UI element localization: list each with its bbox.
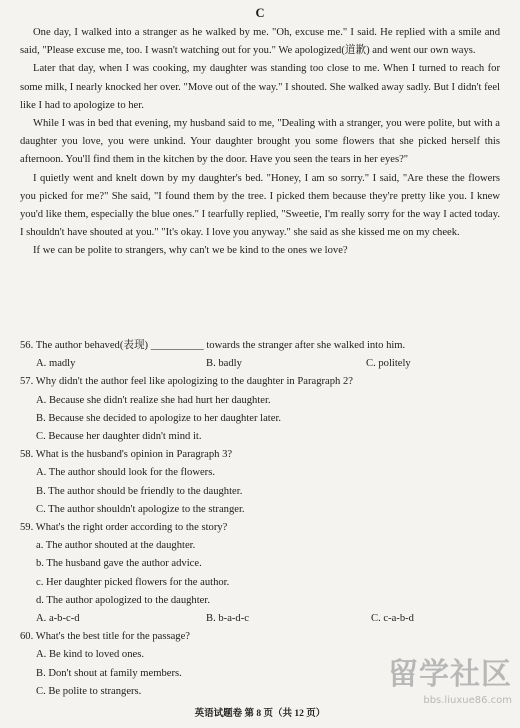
option-a: A. Because she didn't realize she had hurt her daughter.	[36, 394, 271, 406]
question-stem: 57. Why didn't the author feel like apologizing to the daughter in Paragraph 2?	[20, 376, 353, 388]
option-b: B. Don't shout at family members.	[36, 667, 182, 679]
watermark-url: bbs.liuxue86.com	[423, 695, 512, 706]
option-b: B. The author should be friendly to the daughter.	[36, 485, 243, 497]
page-footer: 英语试题卷 第 8 页（共 12 页）	[194, 709, 326, 719]
question-list	[20, 337, 500, 701]
option-c: C. Because her daughter didn't mind it.	[36, 431, 202, 443]
watermark-logo	[362, 656, 512, 720]
option-a: A. The author should look for the flowers.	[36, 467, 215, 479]
option-a: A. a-b-c-d	[36, 613, 80, 625]
option-b: B. badly	[206, 358, 242, 370]
question-59	[20, 519, 500, 628]
option-b: B. b-a-d-c	[206, 613, 249, 625]
option-a: A. Be kind to loved ones.	[36, 649, 144, 661]
option-row	[20, 610, 500, 628]
question-58	[20, 446, 500, 519]
reading-passage	[20, 24, 500, 261]
event-c: c. Her daughter picked flowers for the author.	[36, 576, 230, 588]
passage-heading: C	[255, 6, 265, 20]
question-56	[20, 337, 500, 373]
option-c: C. c-a-b-d	[371, 613, 414, 625]
option-row	[20, 355, 500, 373]
event-d: d. The author apologized to the daughter.	[36, 594, 210, 606]
question-stem: 58. What is the husband's opinion in Paragraph 3?	[20, 449, 233, 461]
option-b: B. Because she decided to apologize to her daughter later.	[36, 412, 282, 424]
option-a: A. madly	[36, 358, 76, 370]
paragraph-4: I quietly went and knelt down by my daughter's bed. "Honey, I am so sorry." I said, "Are these the flowers you picked for me?" She said, "I found them by the tree. I picked them because they're pretty like you. I knew you'd like them, especially the blue ones." I tearfully replied, "Sweetie, I'm really sorry for the way I acted today. I shouldn't have shouted at you." "It's okay. I love you anyway." she said as she kissed me on my cheek.	[20, 172, 500, 239]
paragraph-3: While I was in bed that evening, my husband said to me, "Dealing with a stranger, you were polite, but with a daughter you love, you were unkind. Your daughter brought you some flowers that she picked herself this afternoon. You'll find them in the kitchen by the door. Have you seen the tears in her eyes?"	[20, 118, 500, 166]
option-c: C. politely	[366, 358, 411, 370]
question-57	[20, 373, 500, 446]
option-c: C. The author shouldn't apologize to the stranger.	[36, 503, 245, 515]
event-b: b. The husband gave the author advice.	[36, 558, 202, 570]
question-stem: 56. The author behaved(表现) __________ towards the stranger after she walked into him.	[20, 340, 406, 351]
event-a: a. The author shouted at the daughter.	[36, 540, 196, 552]
paragraph-5: If we can be polite to strangers, why can't we be kind to the ones we love?	[33, 245, 348, 257]
question-stem: 60. What's the best title for the passage?	[20, 631, 190, 643]
paragraph-2: Later that day, when I was cooking, my daughter was standing too close to me. When I turned to reach for some milk, I nearly knocked her over. "Move out of the way." I shouted. She walked away sadly. But I didn't feel like I had to apologize to her.	[20, 63, 500, 111]
question-stem: 59. What's the right order according to the story?	[20, 522, 228, 534]
paragraph-1: One day, I walked into a stranger as he walked by me. "Oh, excuse me." I said. He replied with a smile and said, "Please excuse me, too. I wasn't watching out for you." We apologized(道歉) and went our own ways.	[20, 27, 500, 57]
option-c: C. Be polite to strangers.	[36, 685, 142, 697]
watermark-logo-text: 留学社区	[388, 657, 512, 692]
